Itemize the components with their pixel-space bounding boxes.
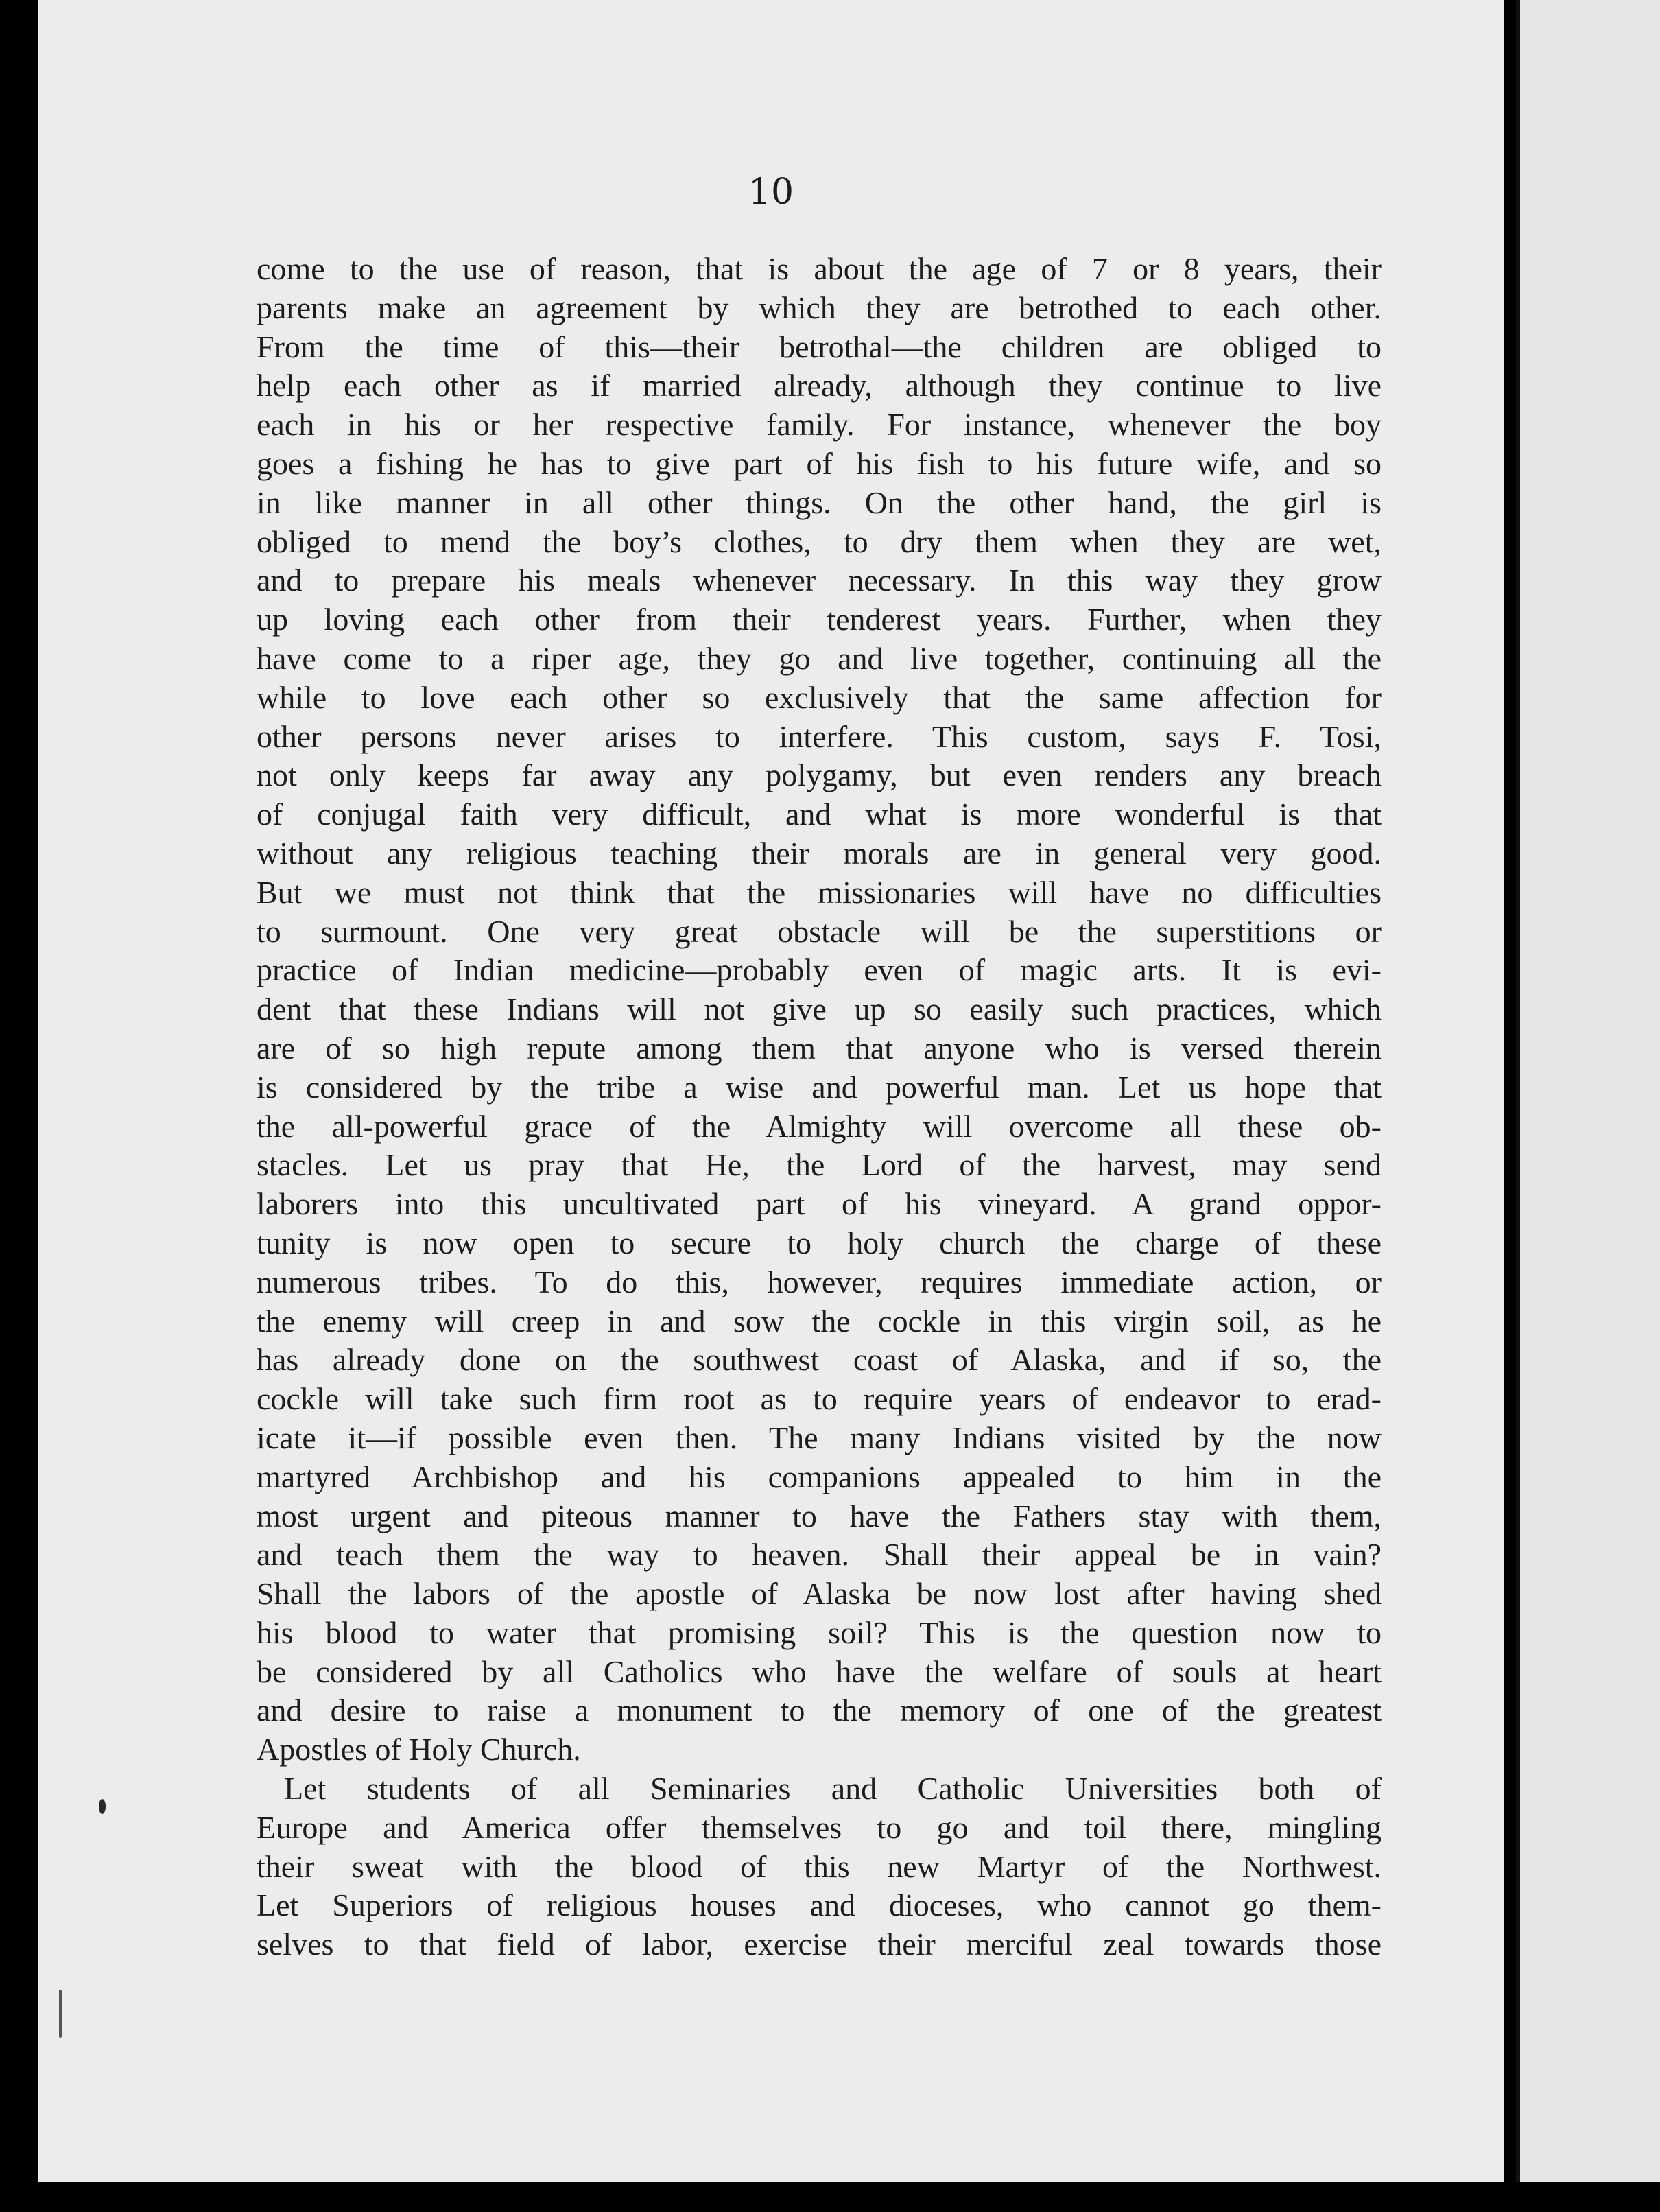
text-line: martyred Archbishop and his companions appealed to him in the [257,1459,1382,1494]
text-line: obliged to mend the boy’s clothes, to dry them when they are wet, [257,523,1382,559]
text-line: without any religious teaching their morals are in general very good. [257,835,1382,871]
text-line: each in his or her respective family. For instance, whenever the boy [257,407,1382,443]
text-line: Apostles of Holy Church. [257,1732,581,1767]
text-line: icate it—if possible even then. The many Indians visited by the now [257,1420,1382,1455]
paragraph [257,250,1382,1769]
text-line: while to love each other so exclusively that the same affection for [257,679,1382,715]
text-line: Let Superiors of religious houses and dioceses, who cannot go them- [257,1887,1382,1923]
text-line: up loving each other from their tenderest years. Further, when they [257,602,1382,637]
paragraph [257,1769,1382,1964]
text-line: tunity is now open to secure to holy church the charge of these [257,1225,1382,1260]
text-line: and to prepare his meals whenever necessary. In this way they grow [257,563,1382,598]
text-line: his blood to water that promising soil? This is the question now to [257,1614,1382,1650]
text-line: cockle will take such firm root as to require years of endeavor to erad- [257,1381,1382,1417]
text-line: and desire to raise a monument to the memory of one of the greatest [257,1693,1382,1728]
ink-speck [59,1990,62,2038]
adjacent-page-edge [1516,0,1660,2182]
text-line: come to the use of reason, that is about the age of 7 or 8 years, their [257,251,1382,286]
text-line: are of so high repute among them that anyone who is versed therein [257,1030,1382,1066]
text-line: most urgent and piteous manner to have the Fathers stay with them, [257,1498,1382,1533]
text-line: Europe and America offer themselves to go and toil there, mingling [257,1809,1382,1845]
text-line: goes a fishing he has to give part of his fish to his future wife, and so [257,445,1382,481]
text-line: Shall the labors of the apostle of Alaska be now lost after having shed [257,1576,1382,1612]
text-line: selves to that field of labor, exercise their merciful zeal towards those [257,1927,1382,1962]
text-line: parents make an agreement by which they are betrothed to each other. [257,290,1382,325]
text-line: in like manner in all other things. On the other hand, the girl is [257,484,1382,520]
text-line: have come to a riper age, they go and live together, continuing all the [257,640,1382,676]
text-line: the enemy will creep in and sow the cockle in this virgin soil, as he [257,1303,1382,1339]
text-line: Let students of all Seminaries and Catholic Universities both of [284,1771,1382,1807]
text-line: their sweat with the blood of this new Martyr of the Northwest. [257,1848,1382,1884]
text-line: numerous tribes. To do this, however, requires immediate action, or [257,1264,1382,1299]
ink-speck [99,1799,106,1814]
text-line: dent that these Indians will not give up so easily such practices, which [257,991,1382,1027]
text-line: is considered by the tribe a wise and powerful man. Let us hope that [257,1069,1382,1105]
body-text [257,250,1382,1964]
text-line: of conjugal faith very difficult, and what is more wonderful is that [257,797,1382,832]
text-line: stacles. Let us pray that He, the Lord of the harvest, may send [257,1147,1382,1183]
text-line: to surmount. One very great obstacle will be the superstitions or [257,913,1382,949]
text-line: not only keeps far away any polygamy, but even renders any breach [257,757,1382,793]
text-line: But we must not think that the missionaries will have no difficulties [257,874,1382,910]
text-line: has already done on the southwest coast of Alaska, and if so, the [257,1342,1382,1378]
text-line: laborers into this uncultivated part of his vineyard. A grand oppor- [257,1186,1382,1222]
text-line: practice of Indian medicine—probably even of magic arts. It is evi- [257,952,1382,988]
text-line: and teach them the way to heaven. Shall their appeal be in vain? [257,1537,1382,1573]
text-line: be considered by all Catholics who have the welfare of souls at heart [257,1654,1382,1689]
text-line: other persons never arises to interfere. This custom, says F. Tosi, [257,718,1382,754]
page-number: 10 [748,172,794,213]
text-line: help each other as if married already, although they continue to live [257,368,1382,403]
text-line: the all-powerful grace of the Almighty will overcome all these ob- [257,1108,1382,1144]
book-page [38,0,1504,2182]
text-line: From the time of this—their betrothal—the children are obliged to [257,329,1382,364]
